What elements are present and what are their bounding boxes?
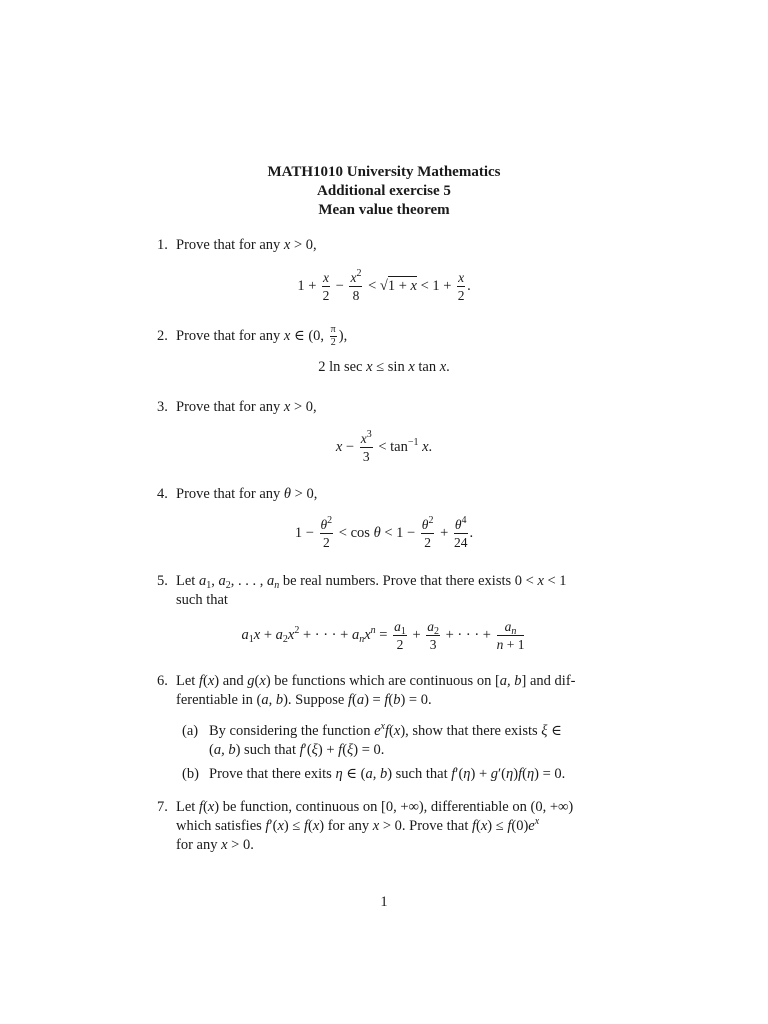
question-number: 3. (157, 399, 168, 415)
question-number: 7. (157, 799, 168, 815)
question-6-part-b: (b) Prove that there exits η ∈ (a, b) such that f′(η) + g′(η)f(η) = 0. (182, 766, 566, 782)
equation-q2: 2 ln sec x ≤ sin x tan x. (318, 359, 450, 375)
question-7-continuation-2: for any x > 0. (176, 837, 254, 853)
fraction: $\frac{\theta^2}{2}$ (421, 515, 434, 550)
question-3 (157, 399, 317, 416)
question-number: 6. (157, 673, 168, 689)
question-text: Let f(x) and g(x) be functions which are continuous on [a, b] and dif- (176, 673, 576, 689)
equation-q1: 1 + $\frac{x}{2}$ − $\frac{x^2}{8}$ < √1 + x < 1 + $\frac{x}{2}$ . (297, 268, 471, 303)
question-text: Prove that for any x > 0, (176, 399, 317, 415)
question-6-continuation: ferentiable in (a, b). Suppose f(a) = f(b) = 0. (176, 692, 432, 708)
question-text: Prove that for any x > 0, (176, 237, 317, 253)
equation-q4: 1 − $\frac{\theta^2}{2}$ < cos θ < 1 − $\frac{\theta^2}{2}$ + $\frac{\theta^4}{24}$ . (294, 515, 474, 550)
fraction: $\frac{\pi}{2}$ (330, 324, 336, 348)
fraction: $\frac{a_2}{3}$ (427, 619, 439, 652)
question-7 (157, 799, 573, 816)
equation-q5: $a_1x + a_2x^2$ + · · · + $a_nx^n$ = $\frac{a_1}{2}$ + $\frac{a_2}{3}$ + · · · + $\frac{a_n}{n + 1}$ (241, 619, 525, 652)
question-5 (157, 573, 567, 590)
question-text: Prove that for any x ∈ (0, $\frac{\pi}{2}$ ), (176, 324, 348, 348)
fraction: $\frac{x}{2}$ (457, 270, 465, 303)
question-1 (157, 237, 317, 254)
question-text: Prove that for any θ > 0, (176, 486, 318, 502)
equation-q3: x − $\frac{x^3}{3}$ < $\tan^{-1} x$. (335, 429, 433, 464)
part-label: (a) (182, 723, 199, 739)
question-6-part-a-continuation: (a, b) such that f′(ξ) + f(ξ) = 0. (209, 742, 385, 758)
document-topic-title: Mean value theorem (318, 202, 450, 218)
question-number: 1. (157, 237, 168, 253)
question-number: 4. (157, 486, 168, 502)
fraction: $\frac{x}{2}$ (322, 270, 330, 303)
question-2 (157, 325, 347, 348)
question-text: Let f(x) be function, continuous on [0, +∞), differentiable on (0, +∞) (176, 799, 574, 815)
fraction: $\frac{x^2}{8}$ (350, 268, 362, 303)
part-label: (b) (182, 766, 199, 782)
document-course-title: MATH1010 University Mathematics (267, 164, 501, 180)
question-number: 5. (157, 573, 168, 589)
question-4 (157, 486, 317, 503)
fraction: $\frac{x^3}{3}$ (360, 429, 372, 464)
question-5-continuation: such that (176, 592, 228, 608)
question-7-continuation: which satisfies f′(x) ≤ f(x) for any x > 0. Prove that $f(x) \le f(0)e^x$ (176, 816, 540, 834)
question-text: Let $a_1$, $a_2$, . . . , $a_n$ be real numbers. Prove that there exists 0 < x < 1 (176, 573, 567, 591)
fraction: $\frac{a_1}{2}$ (394, 619, 406, 652)
fraction: $\frac{a_n}{n + 1}$ (496, 619, 525, 652)
document-exercise-title: Additional exercise 5 (317, 183, 451, 199)
question-6 (157, 673, 575, 690)
page-number: 1 (380, 894, 388, 910)
question-number: 2. (157, 327, 168, 344)
question-6-part-a: (a) By considering the function $e^xf(x)$, show that there exists ξ ∈ (182, 721, 562, 739)
fraction: $\frac{\theta^4}{24}$ (453, 515, 468, 550)
fraction: $\frac{\theta^2}{2}$ (320, 515, 333, 550)
